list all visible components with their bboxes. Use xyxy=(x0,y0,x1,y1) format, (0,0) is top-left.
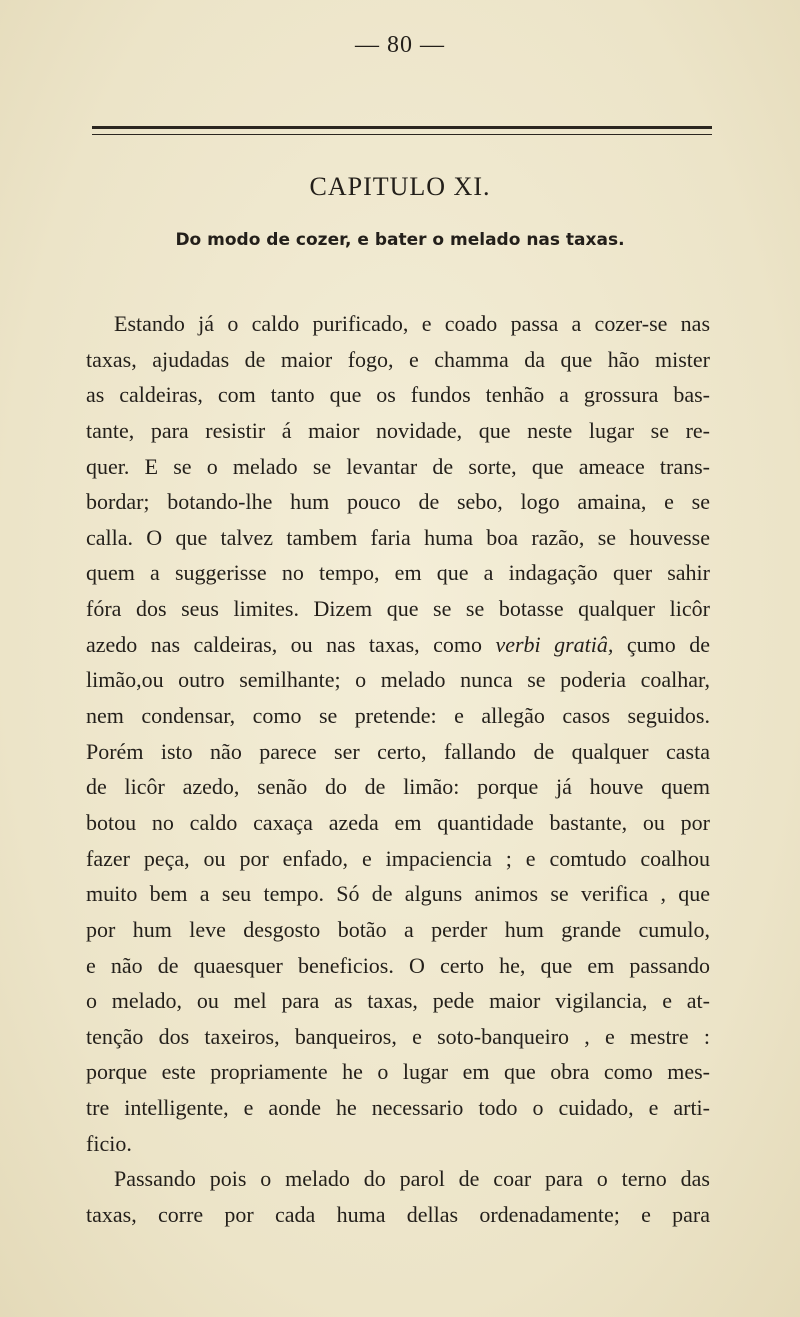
text-line: e não de quaesquer beneficios. O certo he, que em passando xyxy=(86,952,710,978)
italic-text-run: verbi gratiâ, xyxy=(495,631,614,657)
body-text xyxy=(86,306,710,1233)
text-run: çumo de xyxy=(613,631,710,657)
chapter-subtitle: Do modo de cozer, e bater o melado nas taxas. xyxy=(175,230,625,250)
header-rule-thin xyxy=(92,134,712,135)
text-line: calla. O que talvez tambem faria huma boa razão, se houvesse xyxy=(86,524,710,550)
text-run: azedo nas caldeiras, ou nas taxas, como xyxy=(86,631,496,657)
chapter-title: CAPITULO XI. xyxy=(309,172,491,201)
text-line: taxas, corre por cada huma dellas ordenadamente; e para xyxy=(86,1202,710,1228)
text-line: o melado, ou mel para as taxas, pede maior vigilancia, e at- xyxy=(86,988,710,1014)
text-line: bordar; botando-lhe hum pouco de sebo, logo amaina, e se xyxy=(86,489,710,515)
text-line: muito bem a seu tempo. Só de alguns animos se verifica , que xyxy=(86,881,710,907)
text-line: porque este propriamente he o lugar em que obra como mes- xyxy=(86,1059,710,1085)
text-line: Passando pois o melado do parol de coar para o terno das xyxy=(114,1166,710,1192)
text-line: as caldeiras, com tanto que os fundos tenhão a grossura bas- xyxy=(86,382,710,408)
header-rule-thick xyxy=(92,126,712,129)
text-line: por hum leve desgosto botão a perder hum grande cumulo, xyxy=(86,916,710,942)
text-line: fazer peça, ou por enfado, e impaciencia ; e comtudo coalhou xyxy=(86,845,710,871)
text-line xyxy=(86,627,710,663)
text-line: tenção dos taxeiros, banqueiros, e soto-banqueiro , e mestre : xyxy=(86,1023,710,1049)
text-line: Porém isto não parece ser certo, fallando de qualquer casta xyxy=(86,738,710,764)
text-line: botou no caldo caxaça azeda em quantidade bastante, ou por xyxy=(86,809,710,835)
text-line: ficio. xyxy=(86,1130,132,1156)
text-line: limão,ou outro semilhante; o melado nunca se poderia coalhar, xyxy=(86,667,710,693)
text-line: nem condensar, como se pretende: e allegão casos seguidos. xyxy=(86,703,710,729)
text-line: tre intelligente, e aonde he necessario todo o cuidado, e arti- xyxy=(86,1095,710,1121)
text-line: tante, para resistir á maior novidade, que neste lugar se re- xyxy=(86,417,710,443)
text-line: fóra dos seus limites. Dizem que se se botasse qualquer licôr xyxy=(86,596,710,622)
text-line: quer. E se o melado se levantar de sorte, que ameace trans- xyxy=(86,453,710,479)
text-line: de licôr azedo, senão do de limão: porque já houve quem xyxy=(86,774,710,800)
text-line: Estando já o caldo purificado, e coado passa a cozer-se nas xyxy=(114,311,710,336)
text-line: quem a suggerisse no tempo, em que a indagação quer sahir xyxy=(86,560,710,586)
text-line: taxas, ajudadas de maior fogo, e chamma da que hão mister xyxy=(86,346,710,372)
page-number: — 80 — xyxy=(355,32,445,58)
